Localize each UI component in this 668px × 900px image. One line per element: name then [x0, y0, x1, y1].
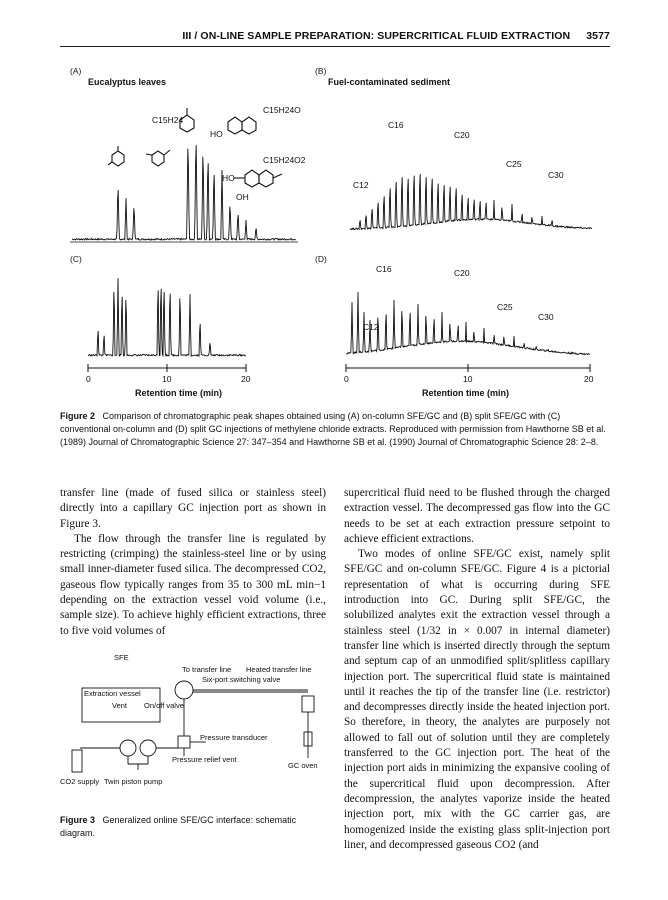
f3-vent: Vent	[112, 701, 128, 710]
d-tick-label-10: 10	[463, 374, 473, 384]
right-column	[344, 486, 610, 853]
panel-c-trace	[88, 278, 246, 356]
right-paragraph-1: supercritical fluid need to be flushed through the charged extraction vessel. The decompressed gas flow into the GC needs to be set at each extraction pressure setpoint to achieve efficient extractions.	[344, 487, 610, 545]
f3-extraction-vessel: Extraction vessel	[84, 689, 141, 698]
label-c15h24: C15H24	[152, 115, 184, 125]
d-label-c30: C30	[538, 312, 554, 322]
figure-2-caption-text: Comparison of chromatographic peak shapes obtained using (A) on-column SFE/GC and (B) split SFE/GC with (C) conventional on-column and (D) split GC injections of methylene chloride extracts. Reproduced with permission from Hawthorne SB et al. (1989) Journal of Chromatographic Science 27: 347–354 and Hawthorne SB et al. (1990) Journal of Chromatographic Science 28: 2–8.	[60, 411, 606, 448]
label-c15h24o: C15H24O	[263, 105, 301, 115]
figure-2	[60, 60, 610, 400]
f3-heated-transfer-line: Heated transfer line	[246, 665, 312, 674]
panel-b-letter: (B)	[315, 66, 327, 76]
label-oh: OH	[236, 192, 249, 202]
d-label-c12: C12	[363, 322, 379, 332]
running-header	[60, 30, 610, 42]
figure-2-caption	[60, 410, 610, 450]
c-tick-label-20: 20	[241, 374, 251, 384]
d-tick-label-0: 0	[344, 374, 349, 384]
panel-d-letter: (D)	[315, 254, 327, 264]
b-label-c30: C30	[548, 170, 564, 180]
left-paragraph-1: transfer line (made of fused silica or stainless steel) directly into a capillary GC injection port as shown in Figure 3.	[60, 487, 326, 530]
label-c15h24o2: C15H24O2	[263, 155, 306, 165]
c-xlabel: Retention time (min)	[135, 388, 222, 398]
f3-twin-piston: Twin piston pump	[104, 777, 163, 786]
f3-sfe: SFE	[114, 653, 129, 662]
f3-pressure-transducer: Pressure transducer	[200, 733, 268, 742]
left-column	[60, 486, 326, 639]
chromatogram-line	[88, 278, 246, 356]
figure-3	[60, 652, 328, 812]
f3-pressure-relief: Pressure relief vent	[172, 755, 237, 764]
label-ho-2: HO	[222, 173, 235, 183]
f3-gc-oven: GC oven	[288, 761, 318, 770]
f3-to-transfer-line: To transfer line	[182, 665, 232, 674]
c-tick-label-10: 10	[162, 374, 172, 384]
running-title: III / ON-LINE SAMPLE PREPARATION: SUPERCRITICAL FLUID EXTRACTION	[182, 30, 571, 42]
b-label-c12: C12	[353, 180, 369, 190]
left-paragraph-2: The flow through the transfer line is regulated by restricting (crimping) the stainless-steel line or by using small inner-diameter fused silica. The decompressed CO2, gaseous flow typically ranges from 35 to 300 mL min−1 depending on the extraction vessel void volume (i.e., sample size). To achieve highly efficient extractions, three to five void volumes of	[60, 532, 326, 637]
f3-co2-supply: CO2 supply	[60, 777, 100, 786]
figure-3-label: Figure 3	[60, 815, 96, 825]
f3-on-off-valve: On/off valve	[144, 701, 184, 710]
b-label-c20: C20	[454, 130, 470, 140]
panel-b-title: Fuel-contaminated sediment	[328, 77, 451, 87]
b-label-c25: C25	[506, 159, 522, 169]
f3-six-port: Six-port switching valve	[202, 675, 281, 684]
panel-c-letter: (C)	[70, 254, 82, 264]
d-label-c16: C16	[376, 264, 392, 274]
panel-a-letter: (A)	[70, 66, 82, 76]
c-tick-label-0: 0	[86, 374, 91, 384]
panel-d-trace	[346, 292, 590, 355]
figure-3-caption-text: Generalized online SFE/GC interface: schematic diagram.	[60, 815, 297, 838]
d-label-c20: C20	[454, 268, 470, 278]
d-xlabel: Retention time (min)	[422, 388, 509, 398]
panel-a-title: Eucalyptus leaves	[88, 77, 167, 87]
molecule-structure-icons	[108, 108, 282, 187]
figure-2-label: Figure 2	[60, 411, 96, 421]
page-number: 3577	[586, 30, 610, 42]
label-ho-1: HO	[210, 129, 223, 139]
d-label-c25: C25	[497, 302, 513, 312]
b-label-c16: C16	[388, 120, 404, 130]
chromatogram-line	[350, 174, 592, 230]
right-paragraph-2: Two modes of online SFE/GC exist, namely split SFE/GC and on-column SFE/GC. Figure 4 is a pictorial representation of what is occurring during SFE introduction into GC. During split SFE/GC, the solubilized analytes exit the extraction vessel through a stainless steel (1/32 in × 0.007 in internal diameter) transfer line which is inserted directly through the septum and septum cap of an unmodified split/splitless capillary injection port. The supercritical fluid state is maintained until it reaches the tip of the transfer line (i.e. restrictor) and decompresses directly inside the heated injection port. So therefore, in theory, the analytes are purposely not allowed to fall out of solution until they are completely transferred to the GC injection port. The heat of the injection port aids in minimizing the expansive cooling of the supercritical fluid upon decompression. After decompression, the analytes vaporize inside the heated injection port, mix with the GC carrier gas, are homogenized inside the existing glass split-injection port liner, and decompressed gaseous CO2 (and	[344, 548, 610, 851]
figure-3-caption	[60, 814, 328, 840]
panel-b-trace	[350, 174, 592, 230]
chromatogram-line	[346, 292, 590, 355]
header-rule	[60, 46, 610, 47]
d-tick-label-20: 20	[584, 374, 594, 384]
